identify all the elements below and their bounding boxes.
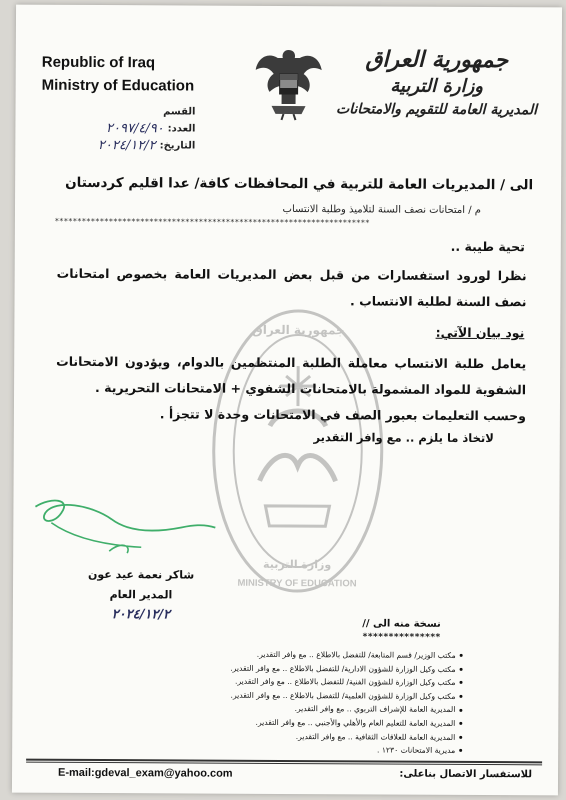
number-value: ٢٠٩٧/٤/٩٠ [106, 121, 164, 137]
subject-divider: ********************************************************************** [54, 216, 370, 228]
addressee-line: الى / المديريات العامة للتربية في المحافظات كافة/ عدا اقليم كردستان [65, 174, 534, 194]
paragraph-3: وحسب التعليمات بعبور الصف في الامتحانات وحدة لا تتجزأ . [159, 406, 526, 424]
list-item [82, 742, 462, 758]
letter-meta [35, 103, 195, 155]
meta-number-row [35, 120, 195, 138]
arabic-header [331, 44, 541, 121]
bullet-icon [460, 681, 463, 684]
copy-recipient: المديرية العامة للتعليم العام والأهلي والأجنبي .. مع وافر التقدير. [255, 717, 456, 728]
header-arabic-directorate: المديرية العامة للتقويم والامتحانات [335, 101, 538, 119]
copies-divider: *************** [362, 632, 441, 643]
copy-recipient: مديرية الامتحانات ١٢٣٠ . [377, 745, 456, 756]
bullet-icon [460, 668, 463, 671]
copy-recipient: مكتب وكيل الوزارة للشؤون العلمية/ للتفضل بالاطلاع .. مع وافر التقدير. [230, 690, 456, 701]
subject-line: م / امتحانات نصف السنة لتلاميذ وطلبة الانتساب [282, 203, 482, 217]
bullet-icon [459, 722, 462, 725]
copy-recipient: المديرية العامة للعلاقات الثقافية .. مع وافر التقدير. [295, 731, 456, 742]
closing-line: لاتخاذ ما يلزم .. مع وافر التقدير [313, 430, 494, 446]
paragraph-1: نظرا لورود استفسارات من قبل بعض المديريات العامة بخصوص امتحانات نصف السنة لطلبة الانتساب . [56, 265, 527, 310]
bullet-icon [459, 695, 462, 698]
copies-heading: نسخة منه الى // [362, 618, 441, 630]
copies-list [82, 647, 463, 758]
signer-date: ٢٠٢٤/١٢/٢ [111, 607, 171, 623]
meta-section-row [35, 103, 195, 121]
handwritten-signature [31, 493, 221, 564]
date-value: ٢٠٢٤/١٢/٢ [97, 138, 156, 154]
english-header [42, 51, 195, 98]
copy-recipient: المديرية العامة للإشراف التربوي .. مع وافر التقدير. [294, 704, 456, 715]
bullet-icon [459, 749, 462, 752]
iraq-eagle-emblem [253, 44, 323, 122]
section-label: القسم [163, 106, 196, 118]
header-arabic-ministry: وزارة التربية [390, 75, 484, 98]
letter-paper [12, 5, 562, 796]
footer-email[interactable]: E-mail:gdeval_exam@yahoo.com [58, 766, 233, 780]
signer-block [81, 565, 201, 626]
meta-date-row [35, 137, 195, 155]
copy-recipient: مكتب وكيل الوزارة للشؤون الفنية/ للتفضل بالاطلاع .. مع وافر التقدير. [235, 676, 456, 688]
stamp-bottom-text: MINISTRY OF EDUCATION [237, 577, 357, 590]
bullet-icon [459, 736, 462, 739]
copy-recipient: مكتب الوزير/ قسم المتابعة/ للتفضل بالاطلاع .. مع وافر التقدير. [256, 649, 456, 660]
paragraph-2: يعامل طلبة الانتساب معاملة الطلبة المنتظمين بالدوام، ويؤدون الامتحانات الشفوية للمواد المشمولة بالامتحانات الشفوي + الامتحانات التحريرية . [56, 353, 527, 398]
copy-recipient: مكتب وكيل الوزارة للشؤون الادارية/ للتفضل بالاطلاع .. مع وافر التقدير. [230, 663, 456, 674]
note-label: نود بيان الآتي: [435, 324, 525, 341]
number-label: العدد: [167, 123, 196, 135]
header-arabic-country: جمهورية العراق [365, 46, 509, 74]
stamp-top-text: جمهورية العراق [251, 322, 345, 338]
signer-name: شاكر نعمة عيد عون [87, 567, 195, 582]
date-label: التاريخ: [159, 140, 196, 152]
bullet-icon [459, 709, 462, 712]
stamp-arabic-bottom: وزارة التربية [263, 557, 332, 572]
signer-title: المدير العام [109, 588, 173, 602]
header-country: Republic of Iraq [41, 53, 156, 72]
greeting: تحية طيبة .. [450, 238, 525, 255]
header-ministry: Ministry of Education [41, 76, 195, 95]
footer-inquiry: للاستفسار الاتصال بناعلى: [399, 768, 533, 781]
bullet-icon [460, 654, 463, 657]
